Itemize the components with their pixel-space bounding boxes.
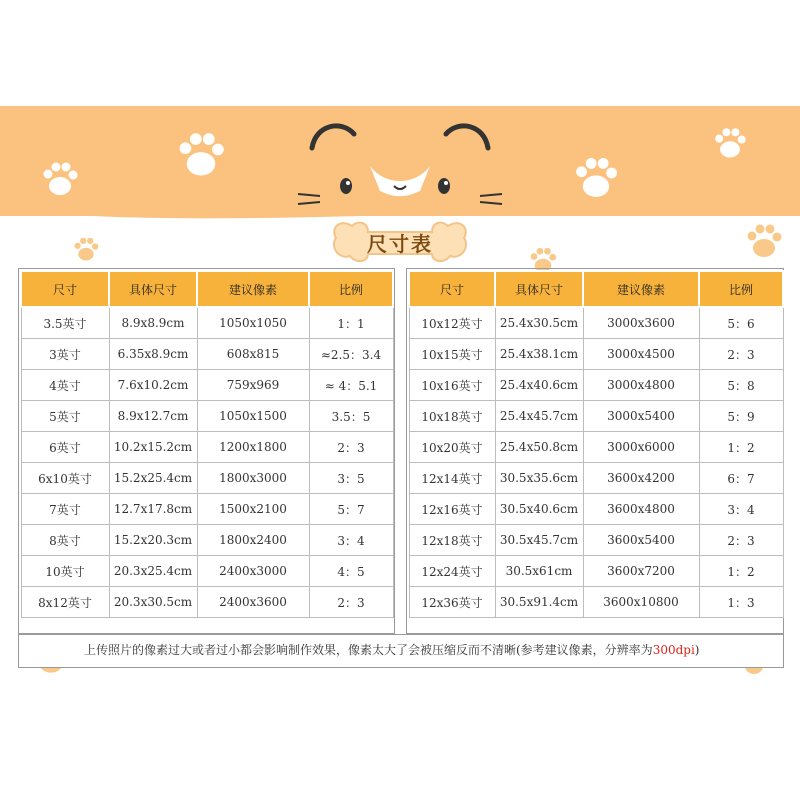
upload-note [84, 640, 744, 660]
table-cell: 3600x5400 [583, 525, 699, 556]
table-cell: 5：7 [309, 494, 393, 525]
column-header: 建议像素 [197, 271, 309, 307]
table-cell: 3000x3600 [583, 307, 699, 339]
table-row [21, 525, 393, 556]
table-row [409, 307, 783, 339]
table-row [21, 556, 393, 587]
table-row [21, 370, 393, 401]
table-cell: 30.5x61cm [495, 556, 583, 587]
table-cell: 8.9x8.9cm [109, 307, 197, 339]
table-cell: 10x20英寸 [409, 432, 495, 463]
note-dpi: 300dpi [652, 643, 695, 657]
table-cell: 1200x1800 [197, 432, 309, 463]
table-cell: 20.3x30.5cm [109, 587, 197, 618]
table-cell: 3.5英寸 [21, 307, 109, 339]
table-row [21, 463, 393, 494]
table-cell: 7英寸 [21, 494, 109, 525]
table-header-row [21, 271, 393, 307]
table-cell: 1050x1500 [197, 401, 309, 432]
table-cell: 3000x4800 [583, 370, 699, 401]
table-cell: 30.5x40.6cm [495, 494, 583, 525]
table-cell: 5英寸 [21, 401, 109, 432]
paw-icon [72, 236, 100, 264]
table-cell: 5：9 [699, 401, 783, 432]
table-cell: 6英寸 [21, 432, 109, 463]
table-cell: 12x14英寸 [409, 463, 495, 494]
table-cell: 25.4x40.6cm [495, 370, 583, 401]
table-cell: ≈2.5：3.4 [309, 339, 393, 370]
table-cell: 10x16英寸 [409, 370, 495, 401]
table-cell: 1050x1050 [197, 307, 309, 339]
table-cell: 6：7 [699, 463, 783, 494]
column-header: 具体尺寸 [495, 271, 583, 307]
table-cell: 2：3 [309, 432, 393, 463]
table-cell: 3000x4500 [583, 339, 699, 370]
table-row [21, 494, 393, 525]
table-cell: 10英寸 [21, 556, 109, 587]
table-cell: 12x16英寸 [409, 494, 495, 525]
table-cell: 5：6 [699, 307, 783, 339]
table-cell: 608x815 [197, 339, 309, 370]
table-cell: 12x24英寸 [409, 556, 495, 587]
table-cell: 30.5x35.6cm [495, 463, 583, 494]
table-cell: 6x10英寸 [21, 463, 109, 494]
table-cell: 30.5x91.4cm [495, 587, 583, 618]
column-header: 尺寸 [409, 271, 495, 307]
table-cell: 2400x3600 [197, 587, 309, 618]
table-cell: 2：3 [309, 587, 393, 618]
paw-icon [744, 222, 784, 262]
table-row [409, 525, 783, 556]
table-cell: 2400x3000 [197, 556, 309, 587]
table-row [409, 587, 783, 618]
table-cell: 25.4x50.8cm [495, 432, 583, 463]
table-cell: 3.5：5 [309, 401, 393, 432]
table-cell: 6.35x8.9cm [109, 339, 197, 370]
table-row [409, 494, 783, 525]
table-cell: 10x15英寸 [409, 339, 495, 370]
table-cell: 8x12英寸 [21, 587, 109, 618]
table-cell: ≈ 4：5.1 [309, 370, 393, 401]
table-cell: 3600x4800 [583, 494, 699, 525]
table-cell: 3：4 [699, 494, 783, 525]
table-cell: 3000x5400 [583, 401, 699, 432]
table-row [409, 463, 783, 494]
table-cell: 1：2 [699, 556, 783, 587]
table-cell: 25.4x30.5cm [495, 307, 583, 339]
table-cell: 10.2x15.2cm [109, 432, 197, 463]
table-row [21, 401, 393, 432]
table-cell: 12x18英寸 [409, 525, 495, 556]
table-header-row [409, 271, 783, 307]
table-row [21, 339, 393, 370]
column-header: 具体尺寸 [109, 271, 197, 307]
table-cell: 30.5x45.7cm [495, 525, 583, 556]
table-cell: 8.9x12.7cm [109, 401, 197, 432]
table-cell: 3600x7200 [583, 556, 699, 587]
table-cell: 3英寸 [21, 339, 109, 370]
table-row [21, 307, 393, 339]
table-cell: 12.7x17.8cm [109, 494, 197, 525]
table-cell: 25.4x45.7cm [495, 401, 583, 432]
table-cell: 3600x10800 [583, 587, 699, 618]
table-cell: 2：3 [699, 525, 783, 556]
column-header: 比例 [309, 271, 393, 307]
column-header: 尺寸 [21, 271, 109, 307]
table-cell: 25.4x38.1cm [495, 339, 583, 370]
paw-icon [572, 155, 620, 203]
paw-icon [40, 160, 80, 200]
table-cell: 3：4 [309, 525, 393, 556]
column-header: 建议像素 [583, 271, 699, 307]
table-cell: 8英寸 [21, 525, 109, 556]
table-cell: 2：3 [699, 339, 783, 370]
table-cell: 1800x2400 [197, 525, 309, 556]
table-row [409, 370, 783, 401]
table-row [409, 401, 783, 432]
table-row [409, 339, 783, 370]
table-cell: 3600x4200 [583, 463, 699, 494]
table-cell: 3：5 [309, 463, 393, 494]
table-row [409, 432, 783, 463]
table-row [21, 587, 393, 618]
cat-face-icon [290, 106, 510, 226]
column-header: 比例 [699, 271, 783, 307]
table-cell: 15.2x25.4cm [109, 463, 197, 494]
table-cell: 10x12英寸 [409, 307, 495, 339]
table-row [21, 432, 393, 463]
page-title: 尺寸表 [367, 232, 433, 256]
table-cell: 7.6x10.2cm [109, 370, 197, 401]
table-cell: 4英寸 [21, 370, 109, 401]
table-cell: 3000x6000 [583, 432, 699, 463]
note-text-end: ) [694, 643, 700, 657]
table-cell: 1500x2100 [197, 494, 309, 525]
table-cell: 12x36英寸 [409, 587, 495, 618]
size-table-right [408, 270, 784, 618]
table-cell: 15.2x20.3cm [109, 525, 197, 556]
paw-icon [712, 126, 748, 162]
table-cell: 4：5 [309, 556, 393, 587]
table-cell: 1：3 [699, 587, 783, 618]
table-cell: 759x969 [197, 370, 309, 401]
note-text: 上传照片的像素过大或者过小都会影响制作效果，像素太大了会被压缩反而不清晰(参考建议像素，分辨率为 [84, 643, 653, 657]
table-cell: 1：2 [699, 432, 783, 463]
size-table-left [20, 270, 394, 618]
table-cell: 1：1 [309, 307, 393, 339]
table-cell: 1800x3000 [197, 463, 309, 494]
table-cell: 5：8 [699, 370, 783, 401]
table-cell: 10x18英寸 [409, 401, 495, 432]
table-cell: 20.3x25.4cm [109, 556, 197, 587]
table-row [409, 556, 783, 587]
paw-icon [175, 130, 227, 182]
